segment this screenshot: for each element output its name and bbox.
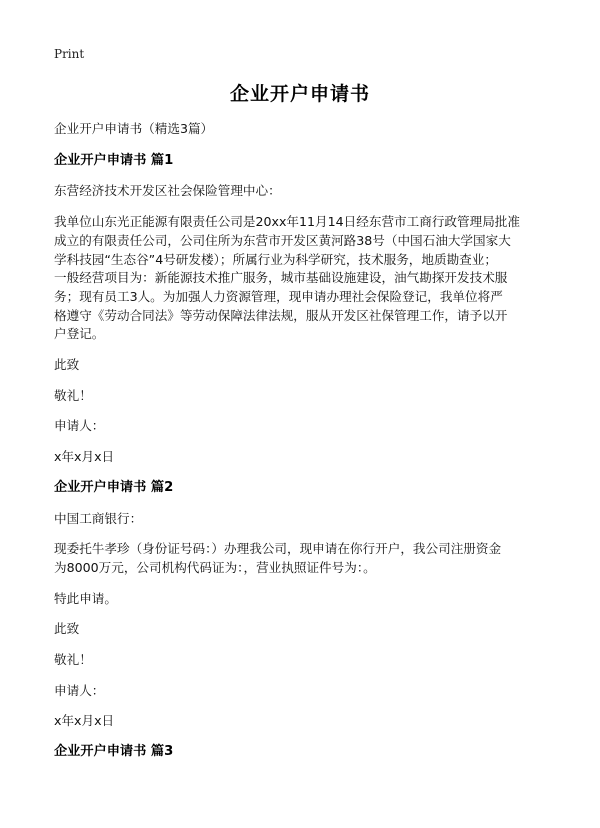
document-title: 企业开户申请书 [229,83,370,105]
section2-applicant: 申请人： [54,682,105,698]
section2-date: x年x月x日 [54,713,115,729]
body-line: 务；现有员工3人。为加强人力资源管理，现申请办理社会保险登记，我单位将严 [54,288,503,304]
body-line: 我单位山东光正能源有限责任公司是20xx年11月14日经东营市工商行政管理局批准 [54,214,520,230]
section1-body [54,213,554,344]
document-body [54,120,554,774]
section2-salute: 敬礼！ [54,652,92,668]
section-heading-3: 企业开户申请书 篇3 [54,744,174,760]
section2-request: 特此申请。 [54,590,117,606]
body-line: 一般经营项目为：新能源技术推广服务，城市基础设施建设，油气勘探开发技术服 [54,270,508,286]
body-line: 学科技园“生态谷”4号研发楼）；所属行业为科学研究，技术服务，地质勘查业； [54,251,497,267]
section2-recipient: 中国工商银行： [54,510,143,526]
section1-date: x年x月x日 [54,449,115,465]
section1-applicant: 申请人： [54,418,105,434]
section2-closing: 此致 [54,621,80,637]
document-subtitle: 企业开户申请书（精选3篇） [54,121,214,136]
body-line: 现委托牛孝珍（身份证号码：）办理我公司，现申请在你行开户，我公司注册资金 [54,541,502,557]
section-heading-2: 企业开户申请书 篇2 [54,479,174,495]
section-heading-1: 企业开户申请书 篇1 [54,152,174,168]
body-line: 成立的有限责任公司，公司住所为东营市开发区黄河路38号（中国石油大学国家大 [54,232,511,248]
body-line: 格遵守《劳动合同法》等劳动保障法律法规，服从开发区社保管理工作，请予以开 [54,307,508,323]
body-line: 为8000万元，公司机构代码证为：，营业执照证件号为：。 [54,559,376,575]
section1-salute: 敬礼！ [54,387,92,403]
body-line: 户登记。 [54,326,105,342]
section2-body [54,540,554,577]
section1-closing: 此致 [54,357,80,373]
section1-recipient: 东营经济技术开发区社会保险管理中心： [54,183,281,199]
print-label: Print [54,47,85,61]
